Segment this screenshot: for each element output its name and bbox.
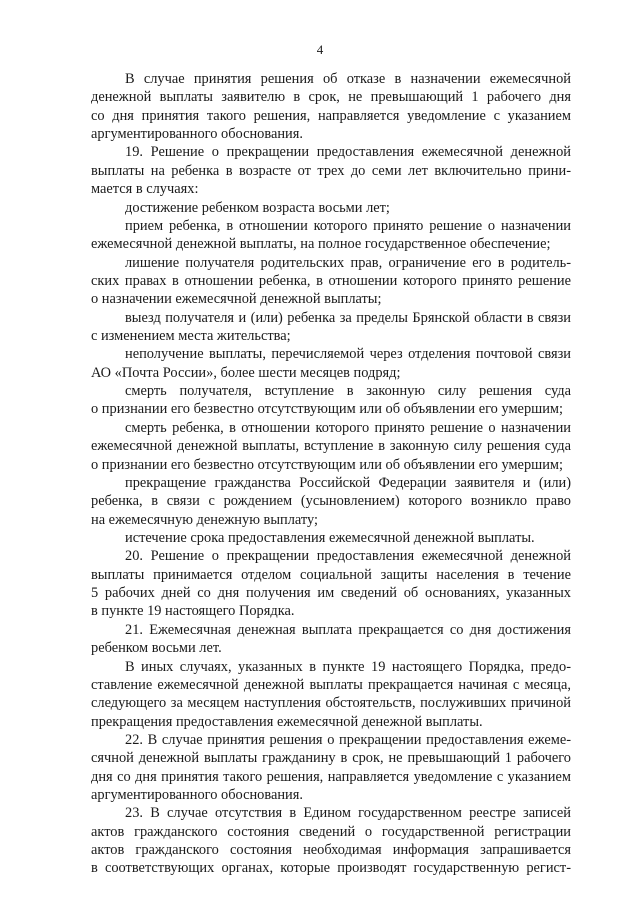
text-line: следующего за месяцем наступления обстоятельств, послуживших причиной	[91, 695, 571, 712]
text-line: о признании его безвестно отсутствующим или об объявлении его умершим;	[91, 401, 564, 418]
text-line: ежемесячной денежной выплаты, вступление в законную силу решения суда	[91, 438, 571, 455]
text-line: выезд получателя и (или) ребенка за пределы Брянской области в связи	[125, 309, 571, 326]
text-line: 5 рабочих дней со дня получения им сведений об основаниях, указанных	[91, 585, 571, 602]
text-line: смерть получателя, вступление в законную силу решения суда	[125, 383, 571, 400]
text-line: аргументированного обоснования.	[91, 787, 303, 804]
text-line: ребенком восьми лет.	[91, 640, 222, 657]
text-line: в пункте 19 настоящего Порядка.	[91, 603, 295, 620]
text-line: лишение получателя родительских прав, ограничение его в родитель-	[125, 254, 571, 271]
text-line: прекращения предоставления ежемесячной денежной выплаты.	[91, 713, 483, 730]
text-line: прекращение гражданства Российской Федерации заявителя и (или)	[125, 474, 571, 491]
text-line: смерть ребенка, в отношении которого принято решение о назначении	[125, 419, 571, 436]
text-line: ских правах в отношении ребенка, в отношении которого принято решение	[91, 272, 571, 289]
text-line: выплаты на ребенка в возрасте от трех до семи лет включительно прини-	[91, 162, 571, 179]
text-line: АО «Почта России», более шести месяцев подряд;	[91, 364, 401, 381]
text-line: В случае принятия решения об отказе в назначении ежемесячной	[125, 71, 571, 87]
text-line: 21. Ежемесячная денежная выплата прекращается со дня достижения	[125, 621, 571, 638]
text-line: денежной выплаты заявителю в срок, не превышающий 1 рабочего дня	[91, 89, 571, 106]
text-line: актов гражданского состояния необходимая информация запрашивается	[91, 842, 571, 859]
text-line: аргументированного обоснования.	[91, 126, 303, 143]
text-line: 20. Решение о прекращении предоставления ежемесячной денежной	[125, 548, 571, 565]
text-line: со дня принятия такого решения, направляется уведомление с указанием	[91, 107, 571, 124]
text-line: с изменением места жительства;	[91, 328, 291, 345]
text-line: ребенка, в связи с рождением (усыновлением) которого возникло право	[91, 493, 571, 510]
text-line: прием ребенка, в отношении которого принято решение о назначении	[125, 217, 571, 234]
text-line: 19. Решение о прекращении предоставления ежемесячной денежной	[125, 144, 571, 161]
text-line: актов гражданского состояния сведений о государственной регистрации	[91, 823, 571, 840]
text-line: в соответствующих органах, которые производят государственную регист-	[91, 860, 571, 877]
text-line: мается в случаях:	[91, 181, 199, 198]
text-line: ежемесячной денежной выплаты, на полное государственное обеспечение;	[91, 236, 551, 253]
text-line: ставление ежемесячной денежной выплаты прекращается начиная с месяца,	[91, 676, 571, 693]
text-line: неполучение выплаты, перечисляемой через отделения почтовой связи	[125, 346, 571, 363]
page-number: 4	[316, 42, 324, 57]
document-body	[91, 70, 571, 878]
text-line: выплаты принимается отделом социальной защиты населения в течение	[91, 566, 571, 583]
text-line: 23. В случае отсутствия в Едином государственном реестре записей	[125, 805, 571, 822]
text-line: дня со дня принятия такого решения, направляется уведомление с указанием	[91, 768, 571, 785]
text-line: о назначении ежемесячной денежной выплаты;	[91, 291, 382, 308]
text-line: сячной денежной выплаты гражданину в срок, не превышающий 1 рабочего	[91, 750, 571, 767]
text-line: о признании его безвестно отсутствующим или об объявлении его умершим;	[91, 456, 564, 473]
text-line: на ежемесячную денежную выплату;	[91, 511, 319, 528]
text-line: достижение ребенком возраста восьми лет;	[125, 199, 390, 216]
text-line: 22. В случае принятия решения о прекращении предоставления ежеме-	[125, 731, 571, 748]
text-line: истечение срока предоставления ежемесячной денежной выплаты.	[125, 529, 535, 546]
text-line: В иных случаях, указанных в пункте 19 настоящего Порядка, предо-	[125, 658, 571, 675]
